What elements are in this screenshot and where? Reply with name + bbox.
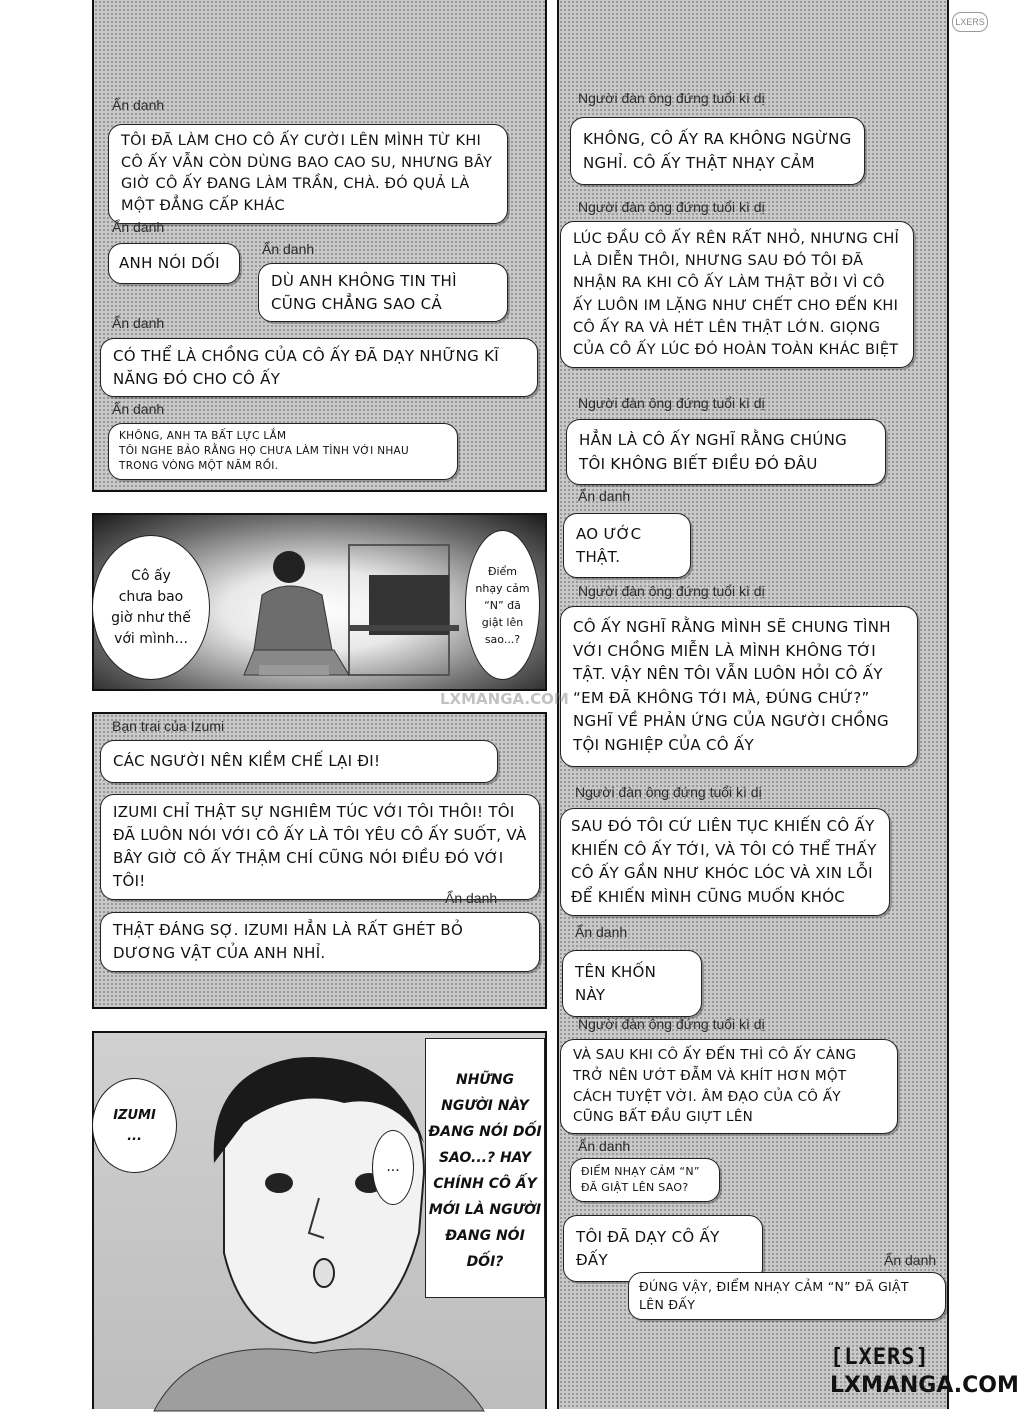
username-label: Ẩn danh (884, 1252, 937, 1268)
username-label: Ẩn danh (112, 219, 165, 235)
thought-bubble-izumi: IZUMI ... (92, 1078, 177, 1173)
username-label: Người đàn ông đứng tuổi kì dị (578, 199, 765, 215)
watermark-site: LXMANGA.COM (830, 1373, 1019, 1398)
chat-bubble: HẲN LÀ CÔ ẤY NGHĨ RẰNG CHÚNG TÔI KHÔNG BIẾT ĐIỀU ĐÓ ĐÂU (566, 419, 886, 485)
username-label: Ẩn danh (575, 924, 628, 940)
thought-bubble-left: Cô ấy chưa bao giờ như thế với mình... (92, 535, 210, 680)
chat-bubble: TÔI ĐÃ LÀM CHO CÔ ẤY CƯỜI LÊN MÌNH TỪ KHI CÔ ẤY VẪN CÒN DÙNG BAO CAO SU, NHƯNG BÂY GIỜ CÔ ẤY ĐANG LÀM TRẦN, CHÀ. ĐÓ QUẢ LÀ MỘT ĐẲNG CẤP KHÁC (108, 124, 508, 224)
username-label: Người đàn ông đứng tuổi kì dị (578, 395, 765, 411)
username-label: Người đàn ông đứng tuổi kì dị (578, 583, 765, 599)
thought-bubble-dots: ... (372, 1130, 414, 1205)
username-label: Người đàn ông đứng tuổi kì dị (575, 784, 762, 800)
chat-bubble: AO ƯỚC THẬT. (563, 513, 691, 578)
bubble-line: KHÔNG, ANH TA BẤT LỰC LẮM (119, 430, 287, 442)
watermark-brand: [LXERS] (830, 1345, 930, 1370)
chat-bubble: CÁC NGƯỜI NÊN KIỀM CHẾ LẠI ĐI! (100, 740, 498, 783)
chat-bubble: CÓ THỂ LÀ CHỒNG CỦA CÔ ẤY ĐÃ DẠY NHỮNG KĨ NĂNG ĐÓ CHO CÔ ẤY (100, 338, 538, 397)
username-label: Ẩn danh (112, 401, 165, 417)
corner-logo: LXERS (952, 12, 988, 32)
username-label: Ẩn danh (578, 488, 631, 504)
inner-thought-box: NHỮNG NGƯỜI NÀY ĐANG NÓI DỐI SAO...? HAY CHÍNH CÔ ẤY MỚI LÀ NGƯỜI ĐANG NÓI DỐI? (425, 1038, 545, 1298)
username-label: Người đàn ông đứng tuổi kì dị (578, 1016, 765, 1032)
chat-bubble: IZUMI CHỈ THẬT SỰ NGHIÊM TÚC VỚI TÔI THÔI! TÔI ĐÃ LUÔN NÓI VỚI CÔ ẤY LÀ TÔI YÊU CÔ ẤY SUỐT, VÀ BÂY GIỜ CÔ ẤY THẬM CHÍ CŨNG NÓI ĐIỀU ĐÓ VỚI TÔI! (100, 794, 540, 900)
chat-bubble: DÙ ANH KHÔNG TIN THÌ CŨNG CHẲNG SAO CẢ (258, 263, 508, 322)
username-label: Ẩn danh (112, 315, 165, 331)
chat-bubble: THẬT ĐÁNG SỢ. IZUMI HẲN LÀ RẤT GHÉT BỎ DƯƠNG VẬT CỦA ANH NHỈ. (100, 912, 540, 972)
chat-bubble: VÀ SAU KHI CÔ ẤY ĐẾN THÌ CÔ ẤY CÀNG TRỞ NÊN ƯỚT ĐẪM VÀ KHÍT HƠN MỘT CÁCH TUYỆT VỜI. ÂM ĐẠO CỦA CÔ ẤY CŨNG BẤT ĐẦU GIỰT LÊN (560, 1039, 898, 1134)
thought-bubble-right: Điểm nhạy cảm “N” đã giật lên sao...? (465, 530, 540, 680)
username-label: Ẩn danh (445, 890, 498, 906)
username-label: Bạn trai của Izumi (112, 718, 225, 734)
username-label: Ẩn danh (262, 241, 315, 257)
chat-bubble: TÔI ĐÃ DẠY CÔ ẤY ĐẤY (563, 1215, 763, 1282)
chat-bubble: CÔ ẤY NGHĨ RẰNG MÌNH SẼ CHUNG TÌNH VỚI CHỒNG MIỄN LÀ MÌNH KHÔNG TỚI TẬT. VẬY NÊN TÔI VẪN LUÔN HỎI CÔ ẤY “EM ĐÃ KHÔNG TỚI MÀ, ĐÚNG CHỨ?” NGHĨ VỀ PHẢN ỨNG CỦA NGƯỜI CHỒNG TỘI NGHIỆP CỦA CÔ ẤY (560, 606, 918, 767)
chat-bubble-small: ĐÚNG VẬY, ĐIỂM NHẠY CẢM “N” ĐÃ GIẬT LÊN ĐẤY (628, 1272, 946, 1320)
chat-bubble: ANH NÓI DỐI (108, 243, 240, 284)
chat-bubble: TÊN KHỐN NÀY (562, 950, 702, 1017)
username-label: Ẩn danh (578, 1138, 631, 1154)
chat-bubble: KHÔNG, CÔ ẤY RA KHÔNG NGỪNG NGHỈ. CÔ ẤY THẬT NHẠY CẢM (570, 117, 865, 185)
chat-bubble-small (108, 423, 458, 480)
chat-bubble-small: ĐIỂM NHẠY CẢM “N” ĐÃ GIẬT LÊN SAO? (570, 1158, 720, 1202)
username-label: Ẩn danh (112, 97, 165, 113)
watermark-middle: LXMANGA.COM (440, 690, 569, 708)
bubble-line: TÔI NGHE BẢO RẰNG HỌ CHƯA LÀM TÌNH VỚI NHAU TRONG VÒNG MỘT NĂM RỒI. (119, 445, 410, 472)
chat-bubble: SAU ĐÓ TÔI CỨ LIÊN TỤC KHIẾN CÔ ẤY KHIẾN CÔ ẤY TỚI, VÀ TÔI CÓ THỂ THẤY CÔ ẤY GẦN NHƯ KHÓC LÓC VÀ XIN LỖI ĐỂ KHIẾN MÌNH CŨNG MUỐN KHÓC (560, 808, 890, 916)
chat-bubble: LÚC ĐẦU CÔ ẤY RÊN RẤT NHỎ, NHƯNG CHỈ LÀ DIỄN THÔI, NHƯNG SAU ĐÓ TÔI ĐÃ NHẬN RA KHI CÔ ẤY LÀM THẬT BỞI VÌ CÔ ẤY LUÔN IM LẶNG NHƯ CHẾT CHO ĐẾN KHI CÔ ẤY RA VÀ HÉT LÊN THẬT LỚN. GIỌNG CỦA CÔ ẤY LÚC ĐÓ HOÀN TOÀN KHÁC BIỆT (560, 221, 914, 368)
username-label: Người đàn ông đứng tuổi kì dị (578, 90, 765, 106)
